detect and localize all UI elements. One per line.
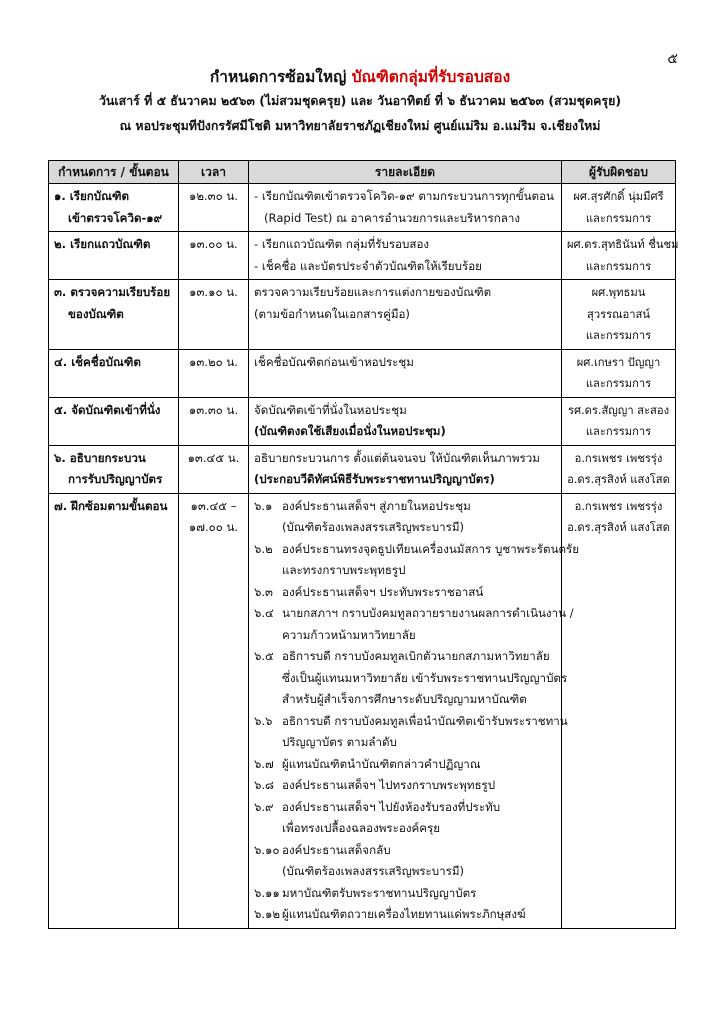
detail-cell <box>249 232 562 280</box>
rehearsal-step-line <box>254 582 556 604</box>
rehearsal-step-line <box>254 689 556 711</box>
rehearsal-step-number: ๖.๑๐ <box>254 842 280 857</box>
step-text: เข้าตรวจโควิด-๑๙ <box>68 210 163 225</box>
header-detail: รายละเอียด <box>249 161 562 184</box>
step-text: ของบัณฑิต <box>68 306 124 321</box>
rehearsal-step-line <box>254 646 556 668</box>
detail-text: ตรวจความเรียบร้อยและการแต่งกายของบัณฑิต <box>254 285 492 299</box>
time-text: ๑๓.๑๐ น. <box>189 285 238 299</box>
table-row <box>49 493 676 928</box>
rehearsal-step-number: ๖.๑ <box>254 498 273 513</box>
detail-text: - เรียกบัณฑิตเข้าตรวจโควิด-๑๙ ตามกระบวนการทุกขั้นตอน <box>254 189 554 203</box>
step-cell <box>49 349 179 397</box>
time-text: ๑๗.๐๐ น. <box>188 520 239 534</box>
rehearsal-step-number: ๖.๓ <box>254 584 273 599</box>
rehearsal-step-line <box>254 539 580 561</box>
rehearsal-step-line <box>254 818 556 840</box>
time-cell <box>179 349 249 397</box>
responsible-text: อ.ดร.สุรสิงห์ แสงโสด <box>567 521 670 534</box>
rehearsal-step-number: ๖.๑๒ <box>254 907 281 921</box>
responsible-cell <box>562 280 676 350</box>
time-text: ๑๓.๐๐ น. <box>189 237 238 251</box>
detail-cell <box>249 397 562 445</box>
rehearsal-step-line <box>254 711 568 733</box>
step-text: ๕. จัดบัณฑิตเข้าที่นั่ง <box>54 402 161 417</box>
responsible-cell <box>562 445 676 493</box>
rehearsal-step-number: ๖.๔ <box>254 606 274 620</box>
responsible-text: อ.กรเพชร เพชรรุ่ง <box>574 499 663 513</box>
rehearsal-step-line <box>254 560 556 582</box>
table-row <box>49 349 676 397</box>
responsible-cell <box>562 349 676 397</box>
header-time: เวลา <box>179 161 249 184</box>
step-cell <box>49 280 179 350</box>
rehearsal-step-number: ๖.๗ <box>254 756 274 771</box>
rehearsal-step-text: องค์ประธานเสด็จฯ ไปยังห้องรับรองที่ประทับ <box>282 799 501 814</box>
responsible-text: สุวรรณอาสน์ <box>587 307 650 321</box>
time-cell <box>179 280 249 350</box>
step-text: ๖. อธิบายกระบวน <box>54 450 146 465</box>
rehearsal-step-text: ซึ่งเป็นผู้แทนมหาวิทยาลัย เข้ารับพระราชทานปริญญาบัตร <box>282 670 568 685</box>
responsible-text: และกรรมการ <box>585 425 652 438</box>
header-responsible: ผู้รับผิดชอบ <box>562 161 676 184</box>
rehearsal-step-text: เพื่อทรงเปลื้องฉลองพระองค์ครุย <box>282 821 441 835</box>
detail-cell <box>249 280 562 350</box>
detail-text: เช็คชื่อบัณฑิตก่อนเข้าหอประชุม <box>254 354 414 369</box>
rehearsal-step-number: ๖.๖ <box>254 713 273 728</box>
rehearsal-step-text: (บัณฑิตร้องเพลงสรรเสริญพระบารมี) <box>282 864 465 878</box>
step-cell <box>49 397 179 445</box>
responsible-text: รศ.ดร.สัญญา สะสอง <box>567 403 670 417</box>
time-cell <box>179 232 249 280</box>
title-main: กำหนดการซ้อมใหญ่ <box>209 68 352 86</box>
rehearsal-step-text: อธิการบดี กราบบังคมทูลเบิกตัวนายกสภามหาวิทยาลัย <box>282 649 550 663</box>
time-cell <box>179 397 249 445</box>
header-step: กำหนดการ / ขั้นตอน <box>49 161 179 184</box>
table-row <box>49 445 676 493</box>
responsible-text: และกรรมการ <box>585 211 652 225</box>
detail-text: อธิบายกระบวนการ ตั้งแต่ต้นจนจบ ให้บัณฑิตเห็นภาพรวม <box>254 450 540 465</box>
rehearsal-step-text: ผู้แทนบัณฑิตนำบัณฑิตกล่าวคำปฏิญาณ <box>282 756 481 771</box>
rehearsal-step-text: อธิการบดี กราบบังคมทูลเพื่อนำบัณฑิตเข้ารับพระราชทาน <box>282 713 568 728</box>
rehearsal-step-text: ผู้แทนบัณฑิตถวายเครื่องไทยทานแด่พระภิกษุสงฆ์ <box>282 907 526 921</box>
responsible-text: และกรรมการ <box>585 329 652 342</box>
responsible-text: และกรรมการ <box>585 259 652 273</box>
rehearsal-step-line <box>254 861 556 883</box>
responsible-text: และกรรมการ <box>585 377 652 390</box>
rehearsal-step-number: ๖.๕ <box>254 649 274 663</box>
rehearsal-step-line <box>254 883 556 905</box>
rehearsal-step-text: ปริญญาบัตร ตามลำดับ <box>282 735 397 749</box>
detail-cell <box>249 349 562 397</box>
responsible-text: ผศ.เกษรา ปัญญา <box>576 355 661 369</box>
detail-note: (ประกอบวีดิทัศน์พิธีรับพระราชทานปริญญาบัตร) <box>254 472 495 486</box>
step-text: ๑. เรียกบัณฑิต <box>54 189 130 203</box>
rehearsal-step-line <box>254 603 574 625</box>
rehearsal-step-line <box>254 625 556 647</box>
responsible-text: ผศ.สุรศักดิ์ นุ่มมีศรี <box>573 190 664 203</box>
rehearsal-step-text: องค์ประธานทรงจุดธูปเทียนเครื่องนมัสการ บูชาพระรัตนตรัย <box>282 541 580 556</box>
responsible-text: ผศ.ดร.สุทธินันท์ ชื่นชม <box>567 238 679 251</box>
rehearsal-step-text: องค์ประธานเสด็จฯ ประทับพระราชอาสน์ <box>282 584 484 599</box>
detail-cell <box>249 445 562 493</box>
title-highlight: บัณฑิตกลุ่มที่รับรอบสอง <box>351 68 511 86</box>
rehearsal-step-text: ความก้าวหน้ามหาวิทยาลัย <box>282 627 416 642</box>
time-text: ๑๓.๔๕ น. <box>187 450 240 465</box>
rehearsal-step-line <box>254 904 556 926</box>
document-title <box>0 66 720 88</box>
detail-text: จัดบัณฑิตเข้าที่นั่งในหอประชุม <box>254 402 407 417</box>
time-cell <box>179 493 249 928</box>
rehearsal-step-number: ๖.๑๑ <box>254 885 280 900</box>
time-text: ๑๓.๓๐ น. <box>188 402 239 417</box>
rehearsal-step-line <box>254 775 556 797</box>
detail-note: (บัณฑิตงดใช้เสียงเมื่อนั่งในหอประชุม) <box>254 424 446 438</box>
rehearsal-step-text: องค์ประธานเสด็จฯ สู่ภายในหอประชุม <box>282 498 471 513</box>
responsible-cell <box>562 184 676 232</box>
responsible-text: อ.ดร.สุรสิงห์ แสงโสด <box>567 473 670 486</box>
schedule-table <box>48 160 679 929</box>
table-row <box>49 232 676 280</box>
document-header <box>0 66 720 138</box>
step-text: ๓. ตรวจความเรียบร้อย <box>54 285 171 299</box>
table-row <box>49 280 676 350</box>
rehearsal-step-number: ๖.๙ <box>254 799 274 814</box>
step-text: การรับปริญญาบัตร <box>68 472 163 486</box>
detail-text: - เช็คชื่อ และบัตรประจำตัวบัณฑิตให้เรียบร้อย <box>254 258 482 273</box>
rehearsal-step-text: องค์ประธานเสด็จฯ ไปทรงกราบพระพุทธรูป <box>282 778 496 792</box>
venue-line: ณ หอประชุมทีปังกรรัศมีโชติ มหาวิทยาลัยราชภัฏเชียงใหม่ ศูนย์แม่ริม อ.แม่ริม จ.เชียงใหม่ <box>119 118 601 133</box>
rehearsal-step-number: ๖.๒ <box>254 541 273 556</box>
rehearsal-steps-list <box>254 496 580 926</box>
rehearsal-step-text: และทรงกราบพระพุทธรูป <box>282 563 406 577</box>
step-cell <box>49 445 179 493</box>
table-row <box>49 184 676 232</box>
rehearsal-step-line <box>254 797 556 819</box>
rehearsal-step-line <box>254 732 556 754</box>
detail-text: (ตามข้อกำหนดในเอกสารคู่มือ) <box>254 306 410 321</box>
detail-cell <box>249 184 562 232</box>
rehearsal-step-line <box>254 668 568 690</box>
page-number: ๕ <box>667 51 678 67</box>
time-text: ๑๒.๓๐ น. <box>189 189 238 203</box>
step-text: ๒. เรียกแถวบัณฑิต <box>54 237 151 251</box>
step-cell <box>49 232 179 280</box>
step-cell <box>49 493 179 928</box>
step-cell <box>49 184 179 232</box>
time-cell <box>179 445 249 493</box>
rehearsal-step-line <box>254 840 556 862</box>
responsible-cell <box>562 397 676 445</box>
rehearsal-step-line <box>254 517 556 539</box>
detail-text: (Rapid Test) ณ อาคารอำนวยการและบริหารกลาง <box>264 210 521 225</box>
step-text: ๗. ฝึกซ้อมตามขั้นตอน <box>54 498 168 513</box>
time-cell <box>179 184 249 232</box>
table-row <box>49 397 676 445</box>
rehearsal-step-text: สำหรับผู้สำเร็จการศึกษาระดับปริญญามหาบัณฑิต <box>282 692 527 706</box>
date-line: วันเสาร์ ที่ ๕ ธันวาคม ๒๕๖๓ (ไม่สวมชุดครุย) และ วันอาทิตย์ ที่ ๖ ธันวาคม ๒๕๖๓ (สวมชุดครุย) <box>98 93 622 108</box>
time-text: ๑๓.๒๐ น. <box>189 354 238 369</box>
rehearsal-step-line <box>254 754 556 776</box>
detail-cell <box>249 493 580 928</box>
rehearsal-step-number: ๖.๘ <box>254 778 274 792</box>
detail-text: - เรียกแถวบัณฑิต กลุ่มที่รับรอบสอง <box>254 237 430 251</box>
rehearsal-step-line <box>254 496 556 518</box>
table-header-row <box>49 161 676 184</box>
rehearsal-step-text: มหาบัณฑิตรับพระราชทานปริญญาบัตร <box>282 885 477 900</box>
responsible-cell <box>562 493 676 928</box>
time-text: ๑๓.๔๕ – <box>190 498 237 513</box>
rehearsal-step-text: นายกสภาฯ กราบบังคมทูลถวายรายงานผลการดำเนินงาน / <box>282 606 574 620</box>
responsible-cell <box>562 232 679 280</box>
responsible-text: ผศ.พุทธมน <box>591 286 646 299</box>
rehearsal-step-text: องค์ประธานเสด็จกลับ <box>282 842 391 857</box>
responsible-text: อ.กรเพชร เพชรรุ่ง <box>574 451 663 465</box>
rehearsal-step-text: (บัณฑิตร้องเพลงสรรเสริญพระบารมี) <box>282 520 465 534</box>
step-text: ๔. เช็คชื่อบัณฑิต <box>54 354 141 369</box>
